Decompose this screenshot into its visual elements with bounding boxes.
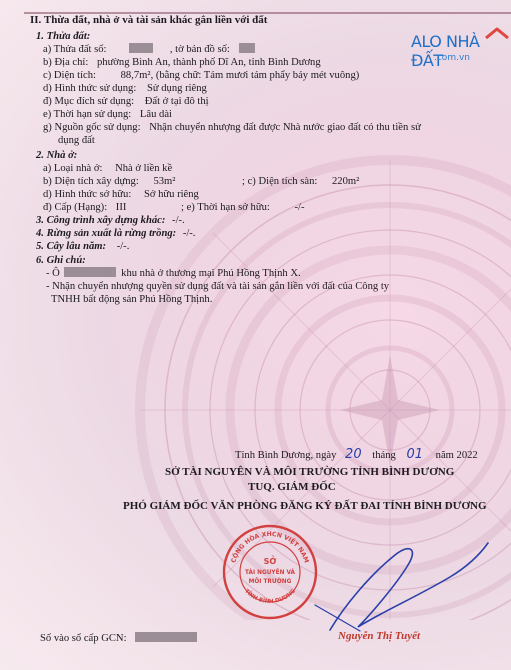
usage-term-row [43, 108, 172, 121]
usage-purpose-value: Đất ở tại đô thị [144, 96, 209, 107]
note-1 [46, 267, 301, 280]
perennial-trees-row [36, 240, 129, 253]
section-title: II. Thừa đất, nhà ở và tài sản khác gắn liền với đất [30, 14, 268, 26]
plot-number-row [43, 43, 255, 56]
signing-place: Tỉnh Bình Dương, ngày [235, 450, 337, 461]
seal-ring-bottom-text: TỈNH BÌNH DƯƠNG [243, 588, 297, 606]
signing-month: 01 [406, 447, 423, 462]
grade-row [43, 201, 126, 214]
ownership-term-row [181, 201, 305, 214]
other-construction-heading: 3. Công trình xây dựng khác: [36, 215, 166, 226]
signer-name: Nguyễn Thị Tuyết [338, 630, 421, 642]
redacted-plot-number [129, 43, 153, 53]
usage-origin-value: Nhận chuyển nhượng đất được Nhà nước giao đất có thu tiền sử [149, 122, 421, 133]
signing-year: năm 2022 [435, 450, 478, 461]
house-roof-icon [484, 26, 510, 46]
grade-label: đ) Cấp (Hạng): [43, 202, 108, 213]
redacted-map-sheet [239, 43, 255, 53]
house-type-value: Nhà ở liền kề [115, 163, 173, 174]
notes-heading: 6. Ghi chú: [36, 255, 86, 266]
other-construction-value: -/-. [172, 215, 185, 226]
usage-origin-label: g) Nguồn gốc sử dụng: [43, 122, 141, 133]
usage-purpose-label: đ) Mục đích sử dụng: [43, 96, 135, 107]
usage-term-value: Lâu dài [139, 109, 172, 120]
house-type-label: a) Loại nhà ở: [43, 163, 103, 174]
usage-form-value: Sử dụng riêng [146, 83, 207, 94]
month-label: tháng [372, 450, 396, 461]
signing-date-line [235, 448, 478, 462]
ownership-form-label: d) Hình thức sở hữu: [43, 189, 132, 200]
perennial-trees-value: -/-. [116, 241, 130, 252]
authorization-line: TUQ. GIÁM ĐỐC [248, 481, 336, 493]
map-sheet-label: , tờ bản đồ số: [169, 44, 230, 55]
signing-day: 20 [345, 447, 362, 462]
land-plot-heading: 1. Thửa đất: [36, 31, 91, 42]
ownership-form-value: Sở hữu riêng [143, 189, 199, 200]
seal-ring-top-text: CỘNG HÒA XHCN VIỆT NAM [230, 530, 310, 564]
usage-form-label: d) Hình thức sử dụng: [43, 83, 137, 94]
redacted-gcn-number [135, 632, 197, 642]
note-2-line-2: TNHH bất động sản Phú Hồng Thịnh. [51, 294, 213, 305]
perennial-trees-heading: 5. Cây lâu năm: [36, 241, 107, 252]
redacted-lot-number [64, 267, 116, 277]
floor-area-row [242, 175, 359, 188]
alonhadat-watermark-logo [410, 28, 511, 70]
address-row [43, 56, 321, 69]
plot-number-label: a) Thửa đất số: [43, 44, 107, 55]
ownership-term-label: ; e) Thời hạn sở hữu: [181, 202, 270, 213]
gcn-register-label: Số vào sổ cấp GCN: [40, 633, 127, 644]
signer-position: PHÓ GIÁM ĐỐC VĂN PHÒNG ĐĂNG KÝ ĐẤT ĐAI TỈNH BÌNH DƯƠNG [123, 500, 487, 512]
usage-form-row [43, 82, 207, 95]
planted-forest-row [36, 227, 195, 240]
area-label: c) Diện tích: [43, 70, 96, 81]
svg-text:TỈNH BÌNH DƯƠNG [243, 588, 297, 605]
usage-purpose-row [43, 95, 209, 108]
address-label: b) Địa chỉ: [43, 57, 89, 68]
other-construction-row [36, 214, 185, 227]
seal-center-line-3: MÔI TRƯỜNG [248, 579, 292, 585]
floor-area-label: ; c) Diện tích sàn: [242, 176, 318, 187]
grade-value: III [115, 202, 127, 213]
usage-origin-row [43, 121, 421, 134]
gcn-register-row [40, 632, 197, 645]
planted-forest-value: -/-. [182, 228, 196, 239]
logo-wordmark: ALO NHÀ ĐẤT [411, 32, 480, 70]
building-area-value: 53m² [153, 176, 176, 187]
address-value: phường Bình An, thành phố Dĩ An, tỉnh Bình Dương [96, 57, 321, 68]
note-1-prefix: - Ô [46, 268, 60, 279]
ownership-term-value: -/- [294, 202, 305, 213]
handwritten-signature [300, 535, 490, 645]
building-area-label: b) Diện tích xây dựng: [43, 176, 139, 187]
usage-origin-value-cont: dụng đất [58, 135, 95, 146]
building-area-row [43, 175, 175, 188]
house-heading: 2. Nhà ở: [36, 150, 78, 161]
note-1-text: khu nhà ở thương mại Phú Hồng Thịnh X. [121, 268, 301, 279]
area-row [43, 69, 359, 82]
logo-url: .com.vn [434, 53, 470, 63]
floor-area-value: 220m² [331, 176, 360, 187]
usage-term-label: e) Thời hạn sử dụng: [43, 109, 132, 120]
note-2-line-1: - Nhận chuyển nhượng quyền sử dụng đất và tài sản gắn liền với đất của Công ty [46, 281, 390, 292]
house-type-row [43, 162, 172, 175]
ownership-form-row [43, 188, 199, 201]
area-value: 88,7m², (bằng chữ: Tám mươi tám phẩy bảy mét vuông) [120, 70, 360, 81]
seal-center-line-1: SỞ [263, 557, 277, 566]
issuing-authority: SỞ TÀI NGUYÊN VÀ MÔI TRƯỜNG TỈNH BÌNH DƯƠNG [165, 466, 455, 478]
seal-center-line-2: TÀI NGUYÊN VÀ [244, 570, 296, 576]
planted-forest-heading: 4. Rừng sản xuất là rừng trồng: [36, 228, 177, 239]
